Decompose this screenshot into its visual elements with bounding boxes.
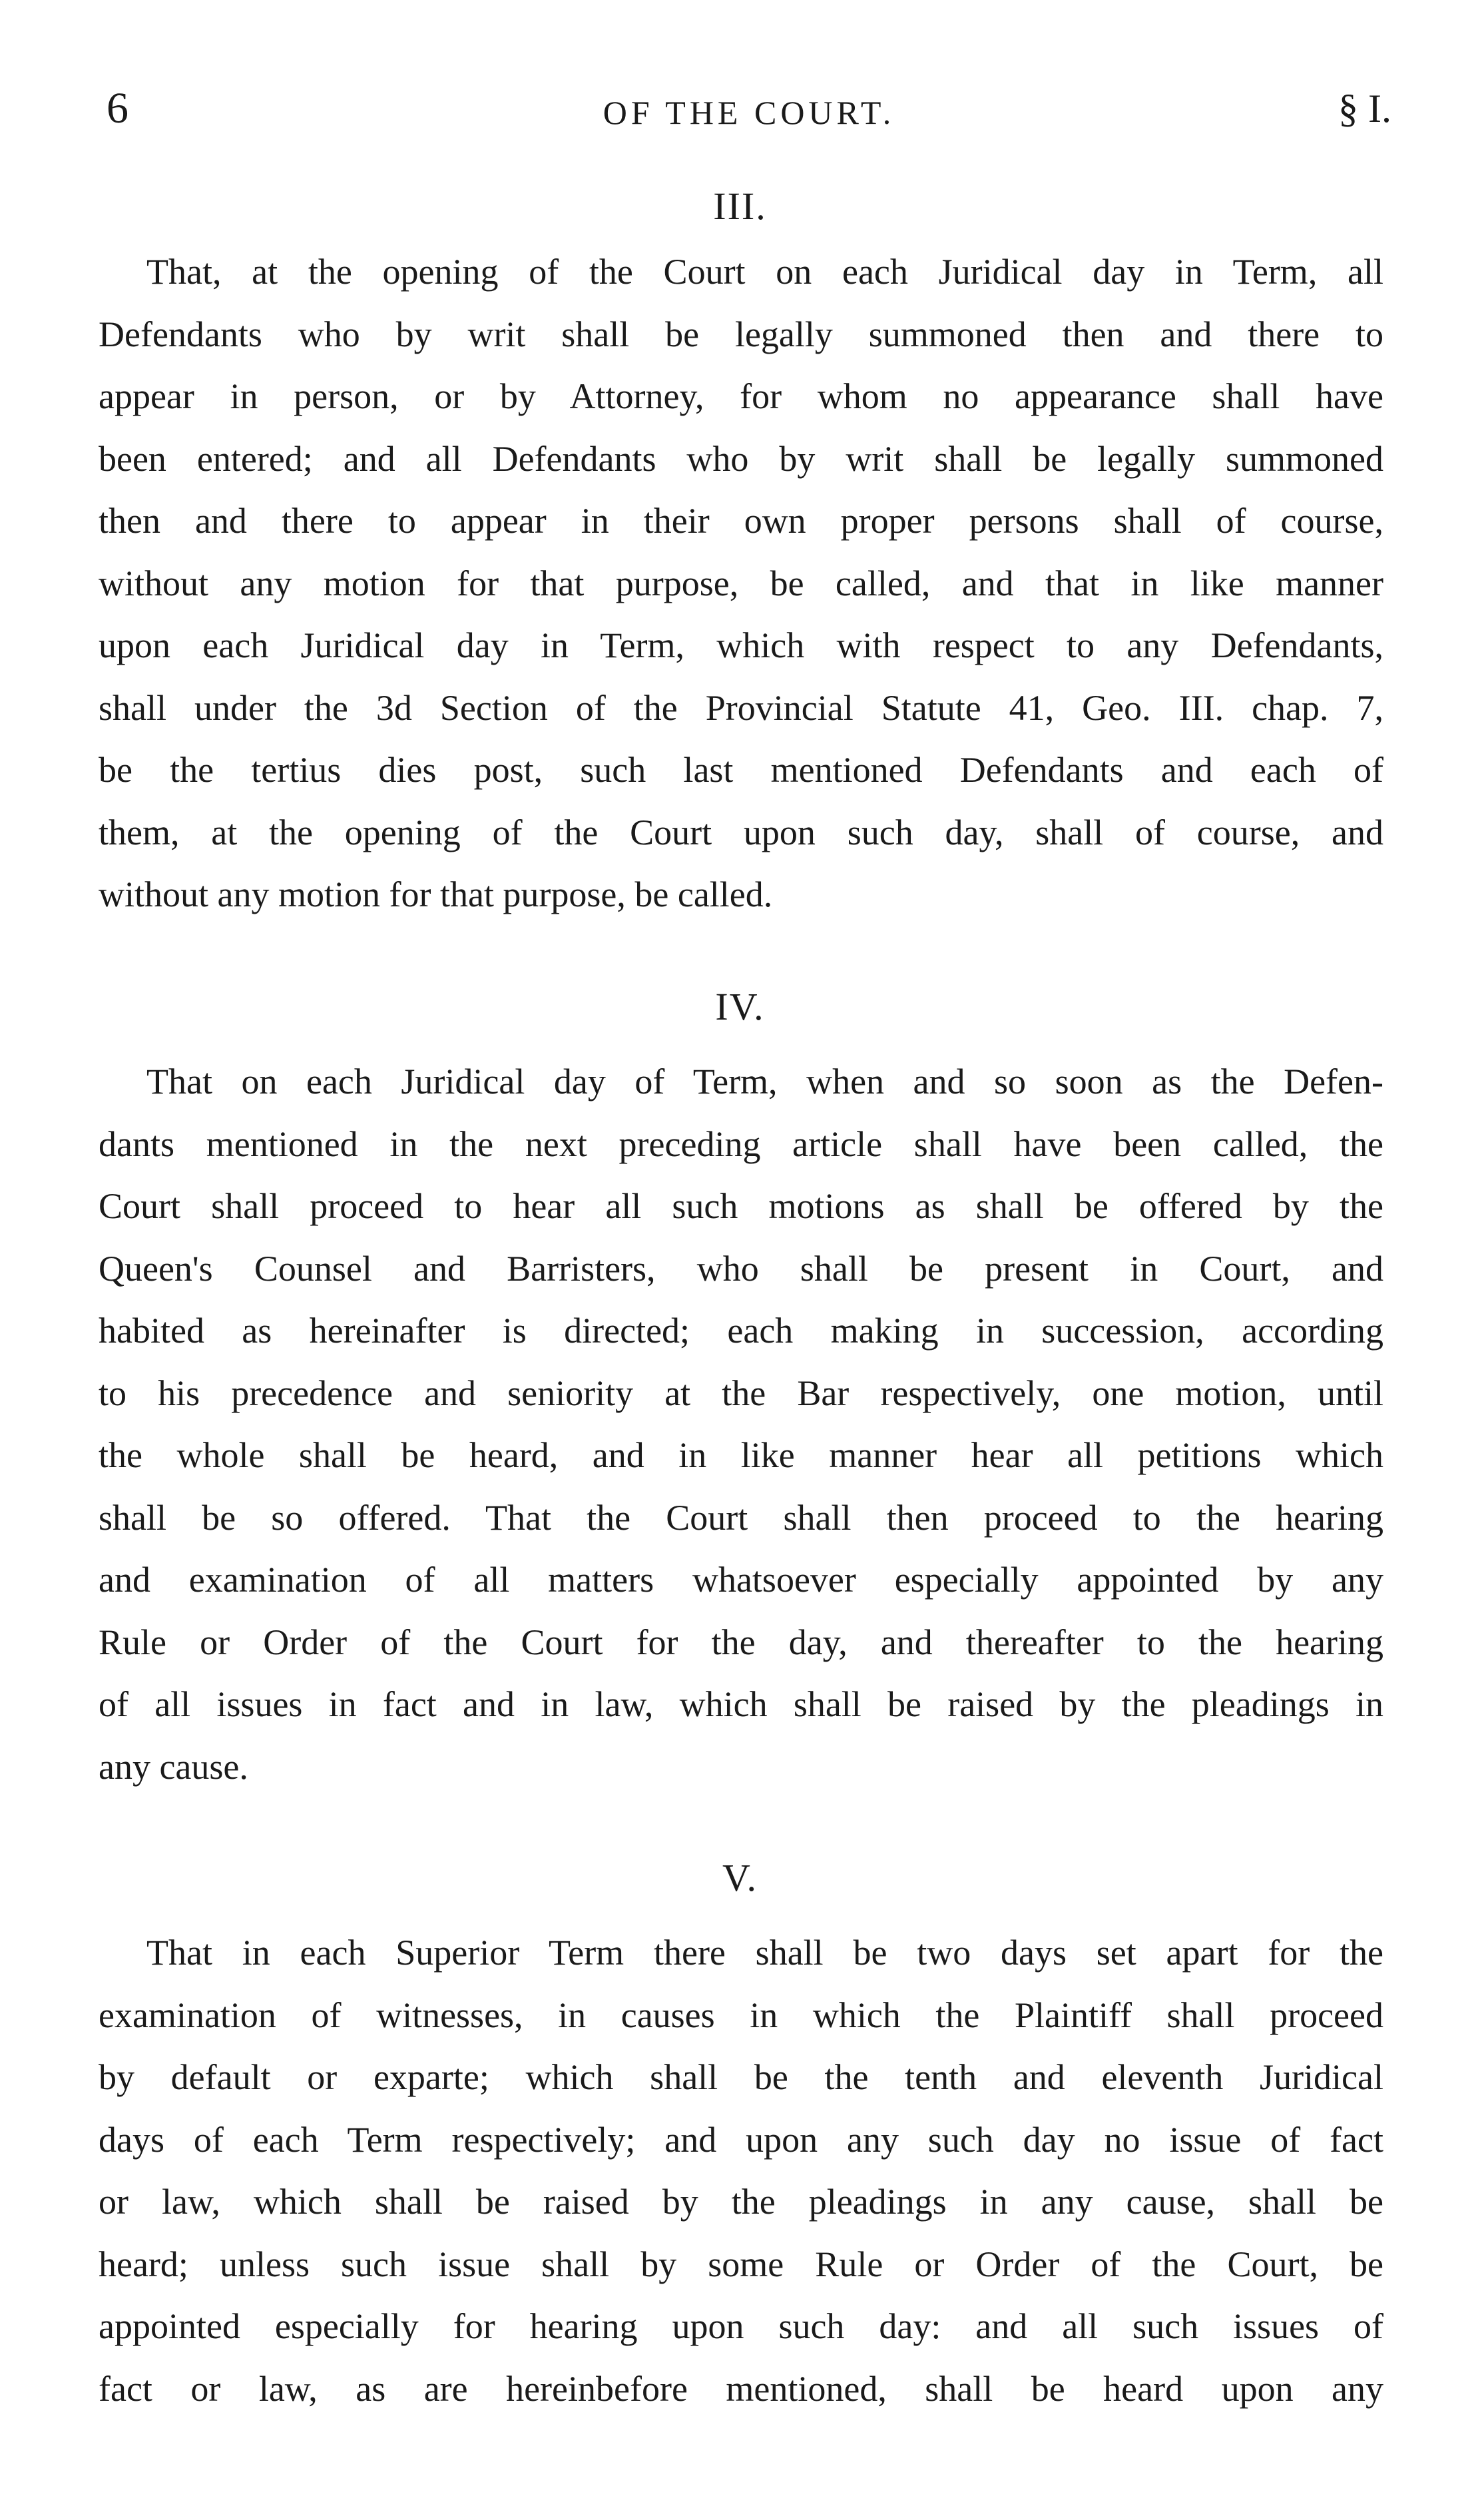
text-line: or law, which shall be raised by the pleadings in any cause, shall be: [99, 2182, 1383, 2222]
section-mark: § I.: [1338, 87, 1391, 131]
text-line: without any motion for that purpose, be called.: [99, 874, 773, 914]
text-line: the whole shall be heard, and in like manner hear all petitions which: [99, 1435, 1383, 1475]
page-number: 6: [107, 84, 128, 133]
text-line: them, at the opening of the Court upon such day, shall of course, and: [99, 812, 1383, 852]
article-heading-iv: IV.: [715, 985, 765, 1028]
text-line: Rule or Order of the Court for the day, and thereafter to the hearing: [99, 1622, 1383, 1662]
text-line: appear in person, or by Attorney, for whom no appearance shall have: [99, 376, 1383, 416]
text-line: That in each Superior Term there shall be two days set apart for the: [146, 1933, 1383, 1973]
text-line: been entered; and all Defendants who by writ shall be legally summoned: [99, 438, 1383, 479]
article-heading-v: V.: [722, 1856, 758, 1899]
text-line: any cause.: [99, 1746, 248, 1787]
text-line: shall be so offered. That the Court shall then proceed to the hearing: [99, 1497, 1383, 1538]
text-line: habited as hereinafter is directed; each making in succession, according: [99, 1311, 1383, 1351]
text-line: Court shall proceed to hear all such motions as shall be offered by the: [99, 1186, 1383, 1226]
text-line: upon each Juridical day in Term, which with respect to any Defendants,: [99, 625, 1383, 665]
text-line: That, at the opening of the Court on each Juridical day in Term, all: [146, 252, 1383, 292]
text-line: and examination of all matters whatsoever especially appointed by any: [99, 1560, 1383, 1600]
running-title: OF THE COURT.: [603, 94, 895, 131]
text-line: appointed especially for hearing upon such day: and all such issues of: [99, 2306, 1383, 2346]
article-text-iv: [99, 1051, 1383, 1798]
running-head: [107, 79, 1391, 139]
text-line: to his precedence and seniority at the Bar respectively, one motion, until: [99, 1373, 1383, 1413]
text-line: heard; unless such issue shall by some Rule or Order of the Court, be: [99, 2244, 1383, 2284]
text-line: fact or law, as are hereinbefore mentioned, shall be heard upon any: [99, 2368, 1383, 2409]
text-line: examination of witnesses, in causes in which the Plaintiff shall proceed: [99, 1995, 1383, 2035]
article-text-iii: [99, 241, 1383, 926]
text-line: dants mentioned in the next preceding article shall have been called, the: [99, 1123, 1383, 1164]
article-heading-iii: III.: [713, 184, 767, 228]
text-line: shall under the 3d Section of the Provincial Statute 41, Geo. III. chap. 7,: [99, 687, 1383, 728]
text-line: Queen's Counsel and Barristers, who shall be present in Court, and: [99, 1248, 1383, 1289]
text-line: Defendants who by writ shall be legally summoned then and there to: [99, 314, 1383, 354]
text-line: be the tertius dies post, such last mentioned Defendants and each of: [99, 750, 1383, 790]
text-line: days of each Term respectively; and upon any such day no issue of fact: [99, 2119, 1383, 2160]
text-line: of all issues in fact and in law, which shall be raised by the pleadings in: [99, 1684, 1383, 1724]
text-line: by default or exparte; which shall be the tenth and eleventh Juridical: [99, 2057, 1383, 2097]
text-line: then and there to appear in their own proper persons shall of course,: [99, 501, 1383, 541]
article-text-v: [99, 1922, 1383, 2420]
text-line: without any motion for that purpose, be called, and that in like manner: [99, 563, 1383, 603]
text-line: That on each Juridical day of Term, when and so soon as the Defen-: [146, 1062, 1383, 1102]
